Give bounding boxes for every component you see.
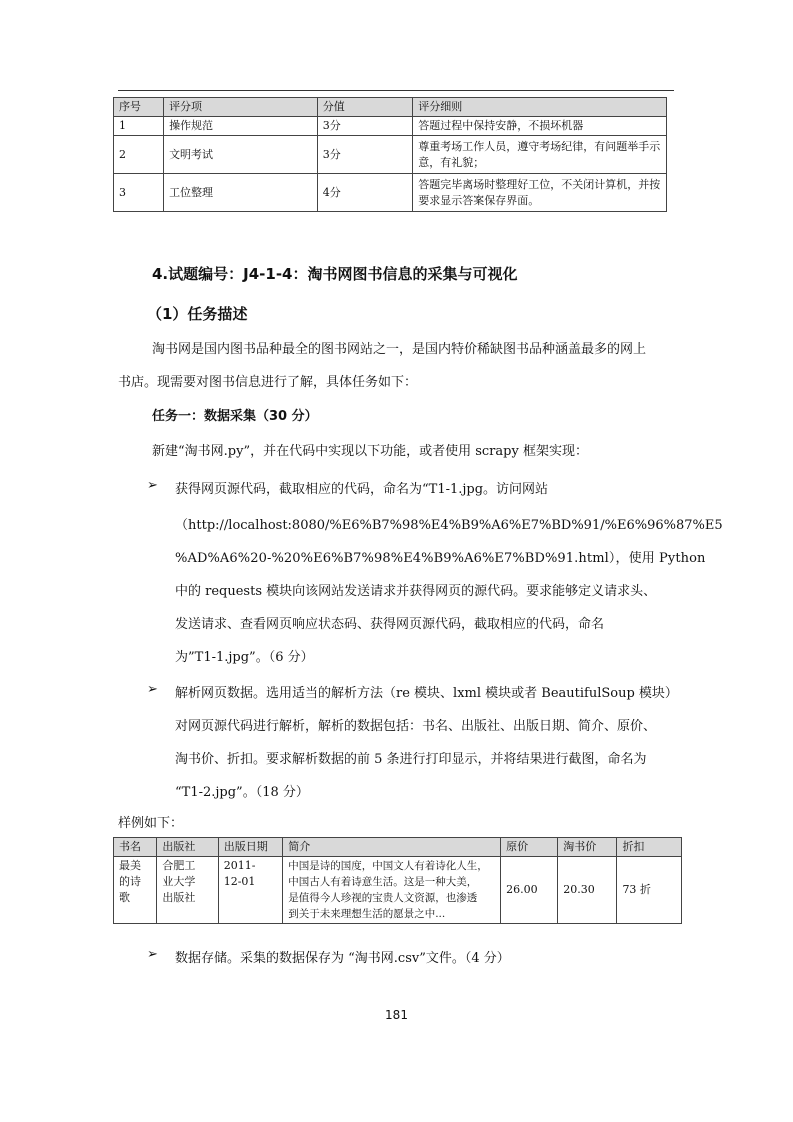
cell-line: 歌 bbox=[119, 891, 130, 904]
publisher-cell bbox=[157, 857, 218, 924]
intro-cell bbox=[283, 857, 501, 924]
table-header-row bbox=[114, 838, 682, 857]
header-cell: 出版社 bbox=[157, 838, 218, 857]
header-cell: 评分细则 bbox=[413, 98, 667, 117]
table-header-row bbox=[114, 98, 667, 117]
sample-table bbox=[113, 837, 682, 924]
table-cell: 答题完毕离场时整理好工位，不关闭计算机，并按要求显示答案保存界面。 bbox=[413, 174, 667, 212]
discount-cell: 73 折 bbox=[617, 857, 682, 924]
bullet-line: 中的 requests 模块向该网站发送请求并获得网页的源代码。要求能够定义请求头、 bbox=[175, 584, 657, 599]
cell-line: 业大学 bbox=[162, 875, 196, 888]
cell-line: 的诗 bbox=[119, 875, 141, 888]
table-cell: 2 bbox=[114, 136, 164, 174]
header-cell: 序号 bbox=[114, 98, 164, 117]
table-row bbox=[114, 857, 682, 924]
bullet-line: %AD%A6%20-%20%E6%B7%98%E4%B9%A6%E7%BD%91.html），使用 Python bbox=[175, 551, 706, 566]
header-cell: 分值 bbox=[317, 98, 413, 117]
table-cell: 3分 bbox=[317, 117, 413, 136]
cell-line: 中国古人有着诗意生活。这是一种大美， bbox=[288, 876, 478, 888]
cell-line: 中国是诗的国度，中国文人有着诗化人生， bbox=[288, 860, 488, 872]
header-cell: 折扣 bbox=[617, 838, 682, 857]
bullet-arrow-icon: ➢ bbox=[147, 682, 158, 697]
bullet-line: 为”T1-1.jpg”。（6 分） bbox=[175, 650, 314, 665]
table-cell: 尊重考场工作人员，遵守考场纪律，有问题举手示意，有礼貌； bbox=[413, 136, 667, 174]
bullet-line: 数据存储。采集的数据保存为 “淘书网.csv”文件。（4 分） bbox=[175, 951, 510, 966]
bullet-line: 获得网页源代码，截取相应的代码，命名为“T1-1.jpg。访问网站 bbox=[175, 482, 549, 497]
table-cell: 3 bbox=[114, 174, 164, 212]
bullet-arrow-icon: ➢ bbox=[147, 478, 158, 493]
score-table bbox=[113, 97, 667, 212]
header-cell: 出版日期 bbox=[218, 838, 283, 857]
section-heading: 4.试题编号：J4-1-4：淘书网图书信息的采集与可视化 bbox=[152, 265, 518, 283]
table-row bbox=[114, 136, 667, 174]
book-title-cell bbox=[114, 857, 157, 924]
bullet-line: （http://localhost:8080/%E6%B7%98%E4%B9%A6%E7%BD%91/%E6%96%87%E5 bbox=[175, 518, 723, 533]
header-cell: 简介 bbox=[283, 838, 501, 857]
header-cell: 淘书价 bbox=[558, 838, 617, 857]
cell-line: 合肥工 bbox=[162, 859, 196, 872]
table-cell: 文明考试 bbox=[164, 136, 318, 174]
table-cell: 4分 bbox=[317, 174, 413, 212]
task-title: 任务一：数据采集（30 分） bbox=[152, 409, 318, 424]
intro-line: 书店。现需要对图书信息进行了解，具体任务如下： bbox=[118, 375, 418, 390]
sale-price-cell: 20.30 bbox=[558, 857, 617, 924]
header-cell: 书名 bbox=[114, 838, 157, 857]
bullet-line: 对网页源代码进行解析，解析的数据包括：书名、出版社、出版日期、简介、原价、 bbox=[175, 719, 657, 734]
date-cell bbox=[218, 857, 283, 924]
intro-line: 淘书网是国内图书品种最全的图书网站之一，是国内特价稀缺图书品种涵盖最多的网上 bbox=[152, 342, 647, 357]
table-row bbox=[114, 117, 667, 136]
subsection-heading: （1）任务描述 bbox=[147, 305, 248, 323]
bullet-line: 解析网页数据。选用适当的解析方法（re 模块、lxml 模块或者 BeautifulSoup 模块） bbox=[175, 686, 678, 701]
cell-line: 最美 bbox=[119, 859, 141, 872]
bullet-line: 淘书价、折扣。要求解析数据的前 5 条进行打印显示，并将结果进行截图，命名为 bbox=[175, 752, 647, 767]
table-cell: 1 bbox=[114, 117, 164, 136]
header-cell: 原价 bbox=[501, 838, 558, 857]
price-cell: 26.00 bbox=[501, 857, 558, 924]
table-cell: 工位整理 bbox=[164, 174, 318, 212]
table-cell: 3分 bbox=[317, 136, 413, 174]
bullet-arrow-icon: ➢ bbox=[147, 947, 158, 962]
bullet-line: 发送请求、查看网页响应状态码、获得网页源代码，截取相应的代码，命名 bbox=[175, 617, 605, 632]
bullet-line: “T1-2.jpg”。（18 分） bbox=[175, 785, 309, 800]
task-intro: 新建“淘书网.py”，并在代码中实现以下功能，或者使用 scrapy 框架实现： bbox=[152, 444, 588, 459]
sample-label: 样例如下： bbox=[118, 816, 184, 831]
table-cell: 操作规范 bbox=[164, 117, 318, 136]
page-number: 181 bbox=[385, 1008, 408, 1022]
header-cell: 评分项 bbox=[164, 98, 318, 117]
cell-line: 2011- bbox=[223, 859, 256, 872]
cell-line: 12-01 bbox=[223, 875, 256, 888]
header-rule bbox=[118, 90, 674, 91]
cell-line: 到关于未来理想生活的愿景之中... bbox=[288, 908, 446, 920]
table-row bbox=[114, 174, 667, 212]
cell-line: 是值得今人珍视的宝贵人文资源，也渗透 bbox=[288, 892, 478, 904]
table-cell: 答题过程中保持安静，不损坏机器 bbox=[413, 117, 667, 136]
cell-line: 出版社 bbox=[162, 891, 196, 904]
